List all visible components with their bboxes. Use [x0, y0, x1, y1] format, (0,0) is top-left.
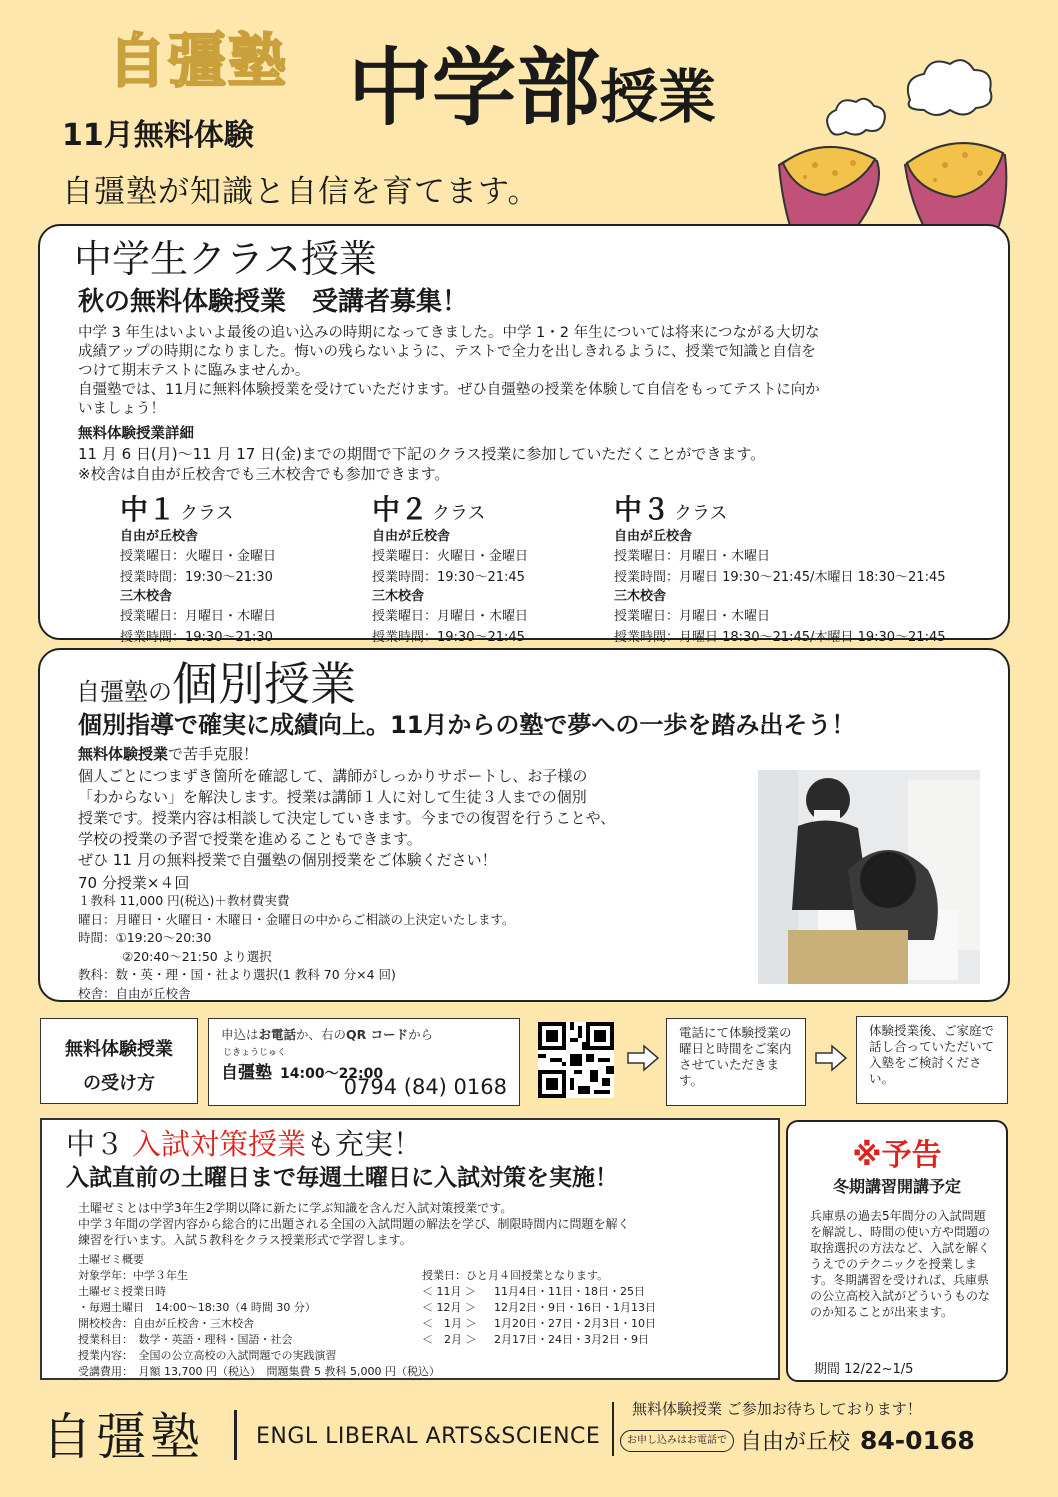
- howto-title-line: 無料体験授業: [65, 1039, 173, 1060]
- class-name: 中３ クラス: [614, 493, 728, 526]
- exam-subheading: 入試直前の土曜日まで毎週土曜日に入試対策を実施！: [66, 1165, 618, 1191]
- campus-label: 三木校舎: [614, 589, 667, 604]
- notice-subtitle: 冬期講習開講予定: [832, 1177, 961, 1196]
- individual-section: [38, 648, 1010, 1002]
- tagline: 自彊塾が知識と自信を育てます。: [62, 174, 540, 210]
- class-time: 授業時間：月曜日 18:30～21:45/木曜日 19:30～21:45: [614, 630, 946, 645]
- class-time: 授業時間：19:30～21:45: [372, 630, 525, 645]
- page-title: [348, 38, 716, 162]
- howto-title-box: [40, 1018, 198, 1104]
- tutoring-photo: [758, 770, 980, 984]
- period-text: 11 月 6 日(月)～11 月 17 日(金)までの期間で下記のクラス授業に参加していただくことができます。: [78, 445, 766, 463]
- intro-line: つけて期末テストに臨みませんか。: [78, 363, 310, 379]
- howto-title-line: の受け方: [83, 1073, 155, 1094]
- schedule-row: ＜ 1月 ＞ 1月20日・27日・2月3日・10日: [422, 1317, 656, 1330]
- footer-phone-badge: お申し込みはお電話で: [620, 1430, 734, 1452]
- notice-period: 期間 12/22~1/5: [814, 1362, 914, 1377]
- time-row: 時間：①19:20～20:30: [78, 930, 212, 945]
- campus-label: 三木校舎: [372, 589, 425, 604]
- class-time: 授業時間：19:30～21:30: [120, 570, 273, 585]
- schedule-row: ＜ 12月 ＞ 12月2日・9日・16日・1月13日: [422, 1301, 656, 1314]
- intro-line: 成績アップの時期になりました。悔いの残らないように、テストで全力を出しきれるように、授業で知識と自信を: [78, 344, 816, 360]
- campus-label: 自由が丘校舎: [372, 529, 451, 544]
- body-line: ぜひ 11 月の無料授業で自彊塾の個別授業をご体験ください！: [78, 851, 497, 869]
- schedule-row: ＜ 11月 ＞ 11月4日・11日・18日・25日: [422, 1285, 645, 1298]
- title-main: 中学部: [348, 39, 601, 137]
- overview-line: 土曜ゼミ概要: [78, 1253, 144, 1266]
- class-time: 授業時間：月曜日 19:30～21:45/木曜日 18:30～21:45: [614, 570, 946, 585]
- schedule-title: 授業日：ひと月４回授業となります。: [422, 1269, 609, 1282]
- body-line: 授業です。授業内容は相談して決定していきます。今までの復習を行うことや、: [78, 809, 616, 827]
- class-column-1: [120, 488, 350, 648]
- class-column-2: [372, 488, 602, 648]
- notice-body: 兵庫県の過去5年間分の入試問題を解説し、時間の使い方や問題の取捨選択の方法など、入試を解くうえでのテクニックを授業します。冬期講習を受ければ、兵庫県の公立高校入試がどういうものなのか知ることが出来ます。: [810, 1209, 991, 1319]
- campus-note: ※校舎は自由が丘校舎でも三木校舎でも参加できます。: [78, 465, 450, 483]
- class-time: 授業時間：19:30～21:30: [120, 630, 273, 645]
- individual-details: [78, 892, 515, 1003]
- class-subheading: 秋の無料体験授業 受講者募集！: [78, 287, 469, 317]
- class-time: 授業時間：19:30～21:45: [372, 570, 525, 585]
- notice-title: ※予告: [852, 1138, 942, 1173]
- overview-line: 受講費用： 月額 13,700 円（税込） 問題集費 5 教科 5,000 円（税込）: [78, 1365, 440, 1378]
- class-name: 中２ クラス: [372, 493, 486, 526]
- days-text: 曜日：月曜日・火曜日・木曜日・金曜日の中からご相談の上決定いたします。: [78, 911, 515, 927]
- body-line: 「わからない」を解決します。授業は講師１人に対して生徒３人までの個別: [78, 788, 587, 806]
- class-heading: 中学生クラス授業: [74, 237, 377, 281]
- fee-text: １教科 11,000 円(税込)＋教材費実費: [78, 893, 290, 908]
- body-line: 学校の授業の予習で授業を進めることもできます。: [78, 830, 422, 848]
- brand-hours: 自彊塾 14:00～22:00: [221, 1063, 384, 1083]
- overview-line: ・毎週土曜日 14:00～18:30（4 時間 30 分）: [78, 1301, 316, 1314]
- overview-line: 開校校舎：自由が丘校舎・三木校舎: [78, 1317, 254, 1330]
- howto-contact-box: [208, 1018, 520, 1106]
- footer-divider: [234, 1410, 237, 1460]
- campus-label: 自由が丘校舎: [614, 529, 693, 544]
- exam-schedule: [422, 1268, 762, 1348]
- footer-message: 無料体験授業 ご参加お待ちしております！: [632, 1400, 922, 1418]
- class-days: 授業曜日：月曜日・木曜日: [614, 549, 771, 564]
- heading-small: 自彊塾の: [76, 678, 172, 706]
- apply-text: 申込はお電話か、右のQR コードから: [221, 1027, 434, 1042]
- body-line: 個人ごとにつまずき箇所を確認して、講師がしっかりサポートし、お子様の: [78, 767, 588, 785]
- individual-lead: [78, 744, 258, 764]
- subtitle: 11月無料体験: [62, 118, 254, 153]
- class-name: 中１ クラス: [120, 493, 234, 526]
- schedule-row: ＜ 2月 ＞ 2月17日・24日・3月2日・9日: [422, 1333, 649, 1346]
- class-days: 授業曜日：月曜日・木曜日: [372, 609, 529, 624]
- arrow-right-icon: [626, 1044, 660, 1072]
- howto-step-3: 体験授業後、ご家庭で話し合っていただいて入塾をご検討ください。: [856, 1016, 1008, 1104]
- brand-ruby: じきょうじゅく: [223, 1048, 287, 1058]
- overview-line: 対象学年：中学３年生: [78, 1269, 188, 1282]
- overview-line: 授業科目： 数学・英語・理科・国語・社会: [78, 1333, 293, 1346]
- time-option-2: ②20:40～21:50 より選択: [122, 948, 272, 964]
- title-sub: 授業: [600, 63, 717, 131]
- class-column-3: [614, 488, 1004, 648]
- intro-line: 練習を行います。入試５教科をクラス授業形式で学習します。: [78, 1233, 412, 1247]
- class-days: 授業曜日：月曜日・木曜日: [614, 609, 771, 624]
- intro-line: 中学 3 年生はいよいよ最後の追い込みの時期になってきました。中学 1・2 年生については将来につながる大切な: [78, 325, 820, 341]
- brand-logo: 自彊塾: [108, 27, 289, 95]
- individual-subheading: 個別指導で確実に成績向上。11月からの塾で夢への一歩を踏み出そう！: [78, 711, 856, 739]
- plan-text: 70 分授業×４回: [78, 874, 190, 892]
- contact-phone[interactable]: 0794 (84) 0168: [343, 1075, 507, 1099]
- footer-contact: [740, 1424, 975, 1461]
- campus-label: 自由が丘校舎: [120, 529, 199, 544]
- heading-big: 個別授業: [172, 657, 356, 711]
- qr-code[interactable]: [538, 1022, 614, 1098]
- arrow-right-icon: [814, 1044, 848, 1072]
- exam-intro: [78, 1200, 768, 1248]
- lead-bold: 無料体験授業: [78, 745, 169, 763]
- class-days: 授業曜日：火曜日・金曜日: [372, 549, 529, 564]
- class-intro: [78, 324, 998, 419]
- subjects-text: 教科：数・英・理・国・社より選択(1 教科 70 分×4 回): [78, 967, 396, 982]
- individual-body: [78, 766, 758, 871]
- footer-campus: 自由が丘校: [740, 1430, 851, 1455]
- footer-divider: [612, 1402, 614, 1456]
- campus-label: 三木校舎: [120, 589, 173, 604]
- details-title: 無料体験授業詳細: [78, 426, 194, 442]
- exam-section: [40, 1118, 780, 1380]
- campus-text: 校舎：自由が丘校舎: [78, 985, 191, 1001]
- notice-section: [786, 1120, 1008, 1382]
- intro-line: 土曜ゼミとは中学3年生2学期以降に新たに学ぶ知識を含んだ入試対策授業です。: [78, 1201, 513, 1215]
- overview-line: 土曜ゼミ授業日時: [78, 1285, 166, 1298]
- intro-line: いましょう！: [78, 401, 165, 417]
- class-days: 授業曜日：月曜日・木曜日: [120, 609, 277, 624]
- footer-phone[interactable]: 84-0168: [860, 1426, 975, 1455]
- intro-line: 自彊塾では、11月に無料体験授業を受けていただけます。ぜひ自彊塾の授業を体験して自信をもってテストに向か: [78, 382, 820, 398]
- class-days: 授業曜日：火曜日・金曜日: [120, 549, 277, 564]
- lead-rest: で苦手克服！: [168, 745, 259, 763]
- intro-line: 中学３年間の学習内容から総合的に出題される全国の入試問題の解法を学び、制限時間内に問題を解く: [78, 1217, 630, 1231]
- howto-step-2: 電話にて体験授業の曜日と時間をご案内させていただきます。: [666, 1018, 806, 1106]
- class-section: [38, 224, 1010, 645]
- overview-line: 授業内容： 全国の公立高校の入試問題での実践演習: [78, 1349, 337, 1362]
- footer-english: ENGL LIBERAL ARTS&SCIENCE: [256, 1424, 601, 1449]
- footer-brand: 自彊塾: [42, 1408, 204, 1466]
- exam-heading: 中３ 入試対策授業も充実！: [66, 1127, 423, 1161]
